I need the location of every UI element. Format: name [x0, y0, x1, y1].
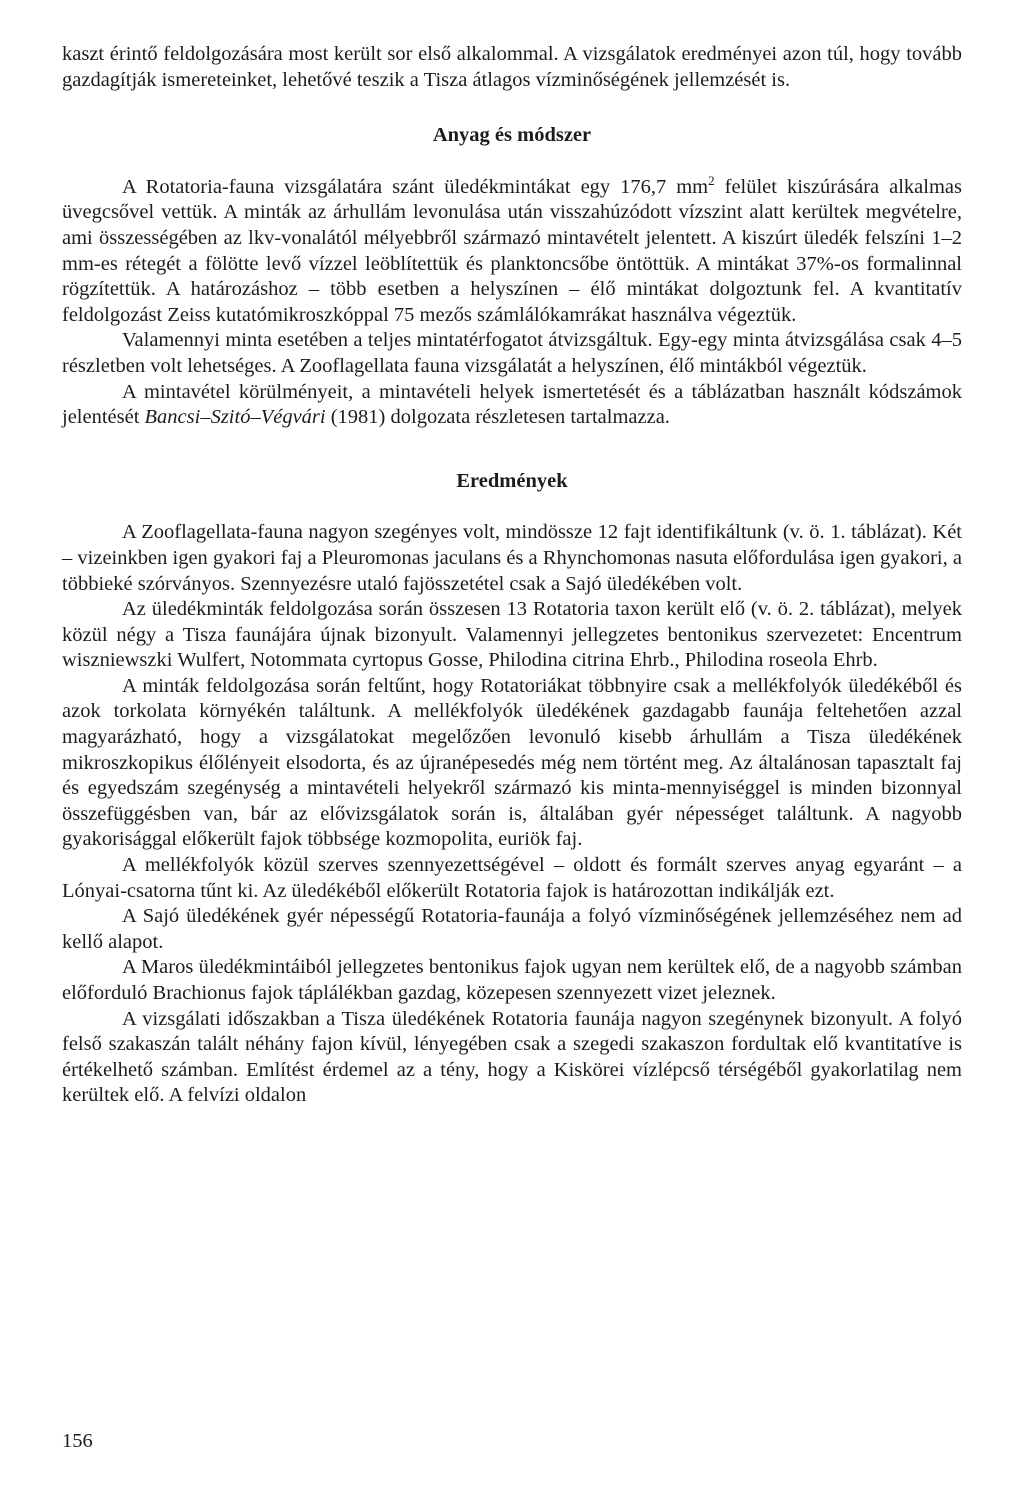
results-paragraph: A minták feldolgozása során feltűnt, hogy Rotatoriákat többnyire csak a mellékfolyók üledékéből és azok torkolata környékén találtunk. A mellékfolyók üledékének gazdagabb faunája feltehetően azzal magyarázható, hogy a vizsgálatokat megelőzően levonuló kisebb árhullám a Tisza üledékének mikroszkopikus élőlényeit elsodorta, és az újranépesedés még nem történt meg. Az általánosan tapasztalt faj és egyedszám szegénység a mintavételi helyekről származó kis minta-mennyiséggel is minden bizonnyal összefüggésben van, bár az elővizsgálatok során is, általában gyér népességet találtunk. A nagyobb gyakorisággal előkerült fajok többsége kozmopolita, euriök faj. [62, 674, 962, 851]
methods-p3-text-b: (1981) dolgozata részletesen tartalmazza. [325, 406, 670, 429]
results-paragraph: A Zooflagellata-fauna nagyon szegényes volt, mindössze 12 fajt identifikáltunk (v. ö. 1. táblázat). Két – vizeinkben igen gyakori faj a Pleuromonas jaculans és a Rhynchomonas nasuta előfordulása igen gyakori, a többieké szórványos. Szennyezésre utaló fajösszetétel csak a Sajó üledékében volt. [62, 521, 962, 595]
section-heading-methods: Anyag és módszer [432, 124, 592, 147]
methods-p3-authors: Bancsi–Szitó–Végvári [144, 406, 326, 429]
results-paragraph: A Sajó üledékének gyér népességű Rotatoria-faunája a folyó vízminőségének jellemzéséhez nem ad kellő alapot. [62, 905, 962, 953]
methods-p3-text-a: A mintavétel körülményeit, a mintavételi helyek ismertetését és a táblázatban használt kódszámok jelentését [62, 380, 962, 429]
page-body [62, 42, 962, 1109]
methods-p1-text-b: felület kiszúrására alkalmas üvegcsővel vettük. A minták az árhullám levonulása után visszahúzódott vízszint alatt kerültek megvételre, ami összességében az lkv-vonalától mélyebbről származó mintavételt jelentett. A kiszúrt üledék felszíni 1–2 mm-es rétegét a fölötte levő vízzel leöblítettük és planktoncsőbe öntöttük. A mintákat 37%-os formalinnal rögzítettük. A határozáshoz – több esetben a helyszínen – élő mintákat dolgoztunk fel. A kvantitatív feldolgozást Zeiss kutatómikroszkóppal 75 mezős számlálókamrákat használva végeztük. [62, 175, 962, 326]
methods-p1-text-a: A Rotatoria-fauna vizsgálatára szánt üledékmintákat egy 176,7 mm [122, 175, 709, 198]
methods-paragraph-2: Valamennyi minta esetében a teljes mintatérfogatot átvizsgáltuk. Egy-egy minta átvizsgálása csak 4–5 részletben volt lehetséges. A Zooflagellata fauna vizsgálatát a helyszínen, élő mintákból végeztük. [62, 329, 962, 377]
results-paragraph: Az üledékminták feldolgozása során összesen 13 Rotatoria taxon került elő (v. ö. 2. táblázat), melyek közül négy a Tisza faunájára újnak bizonyult. Valamennyi jellegzetes bentonikus szervezetet: Encentrum wiszniewszki Wulfert, Notommata cyrtopus Gosse, Philodina citrina Ehrb., Philodina roseola Ehrb. [62, 598, 962, 672]
page-number: 156 [62, 1430, 93, 1452]
methods-paragraph-3 [62, 380, 962, 431]
results-paragraph: A Maros üledékmintáiból jellegzetes bentonikus fajok ugyan nem kerültek elő, de a nagyobb számban előforduló Brachionus fajok táplálékban gazdag, közepesen szennyezett vizet jeleznek. [62, 956, 962, 1004]
results-paragraph: A vizsgálati időszakban a Tisza üledékének Rotatoria faunája nagyon szegénynek bizonyult. A folyó felső szakaszán talált néhány fajon kívül, lényegében csak a szegedi szakaszon fordultak elő kvantitatíve is értékelhető számban. Említést érdemel az a tény, hogy a Kiskörei vízlépcső térségéből gyakorlatilag nem kerültek elő. A felvízi oldalon [62, 1007, 962, 1107]
section-heading-results: Eredmények [456, 469, 568, 492]
methods-p1-superscript: 2 [708, 172, 715, 188]
results-paragraph: A mellékfolyók közül szerves szennyezettségével – oldott és formált szerves anyag egyaránt – a Lónyai-csatorna tűnt ki. Az üledékéből előkerült Rotatoria fajok is határozottan indikálják ezt. [62, 854, 962, 902]
intro-paragraph: kaszt érintő feldolgozására most került sor első alkalommal. A vizsgálatok eredményei azon túl, hogy tovább gazdagítják ismereteinket, lehetővé teszik a Tisza átlagos vízminőségének jellemzését is. [62, 43, 962, 91]
methods-paragraph-1 [62, 172, 962, 329]
